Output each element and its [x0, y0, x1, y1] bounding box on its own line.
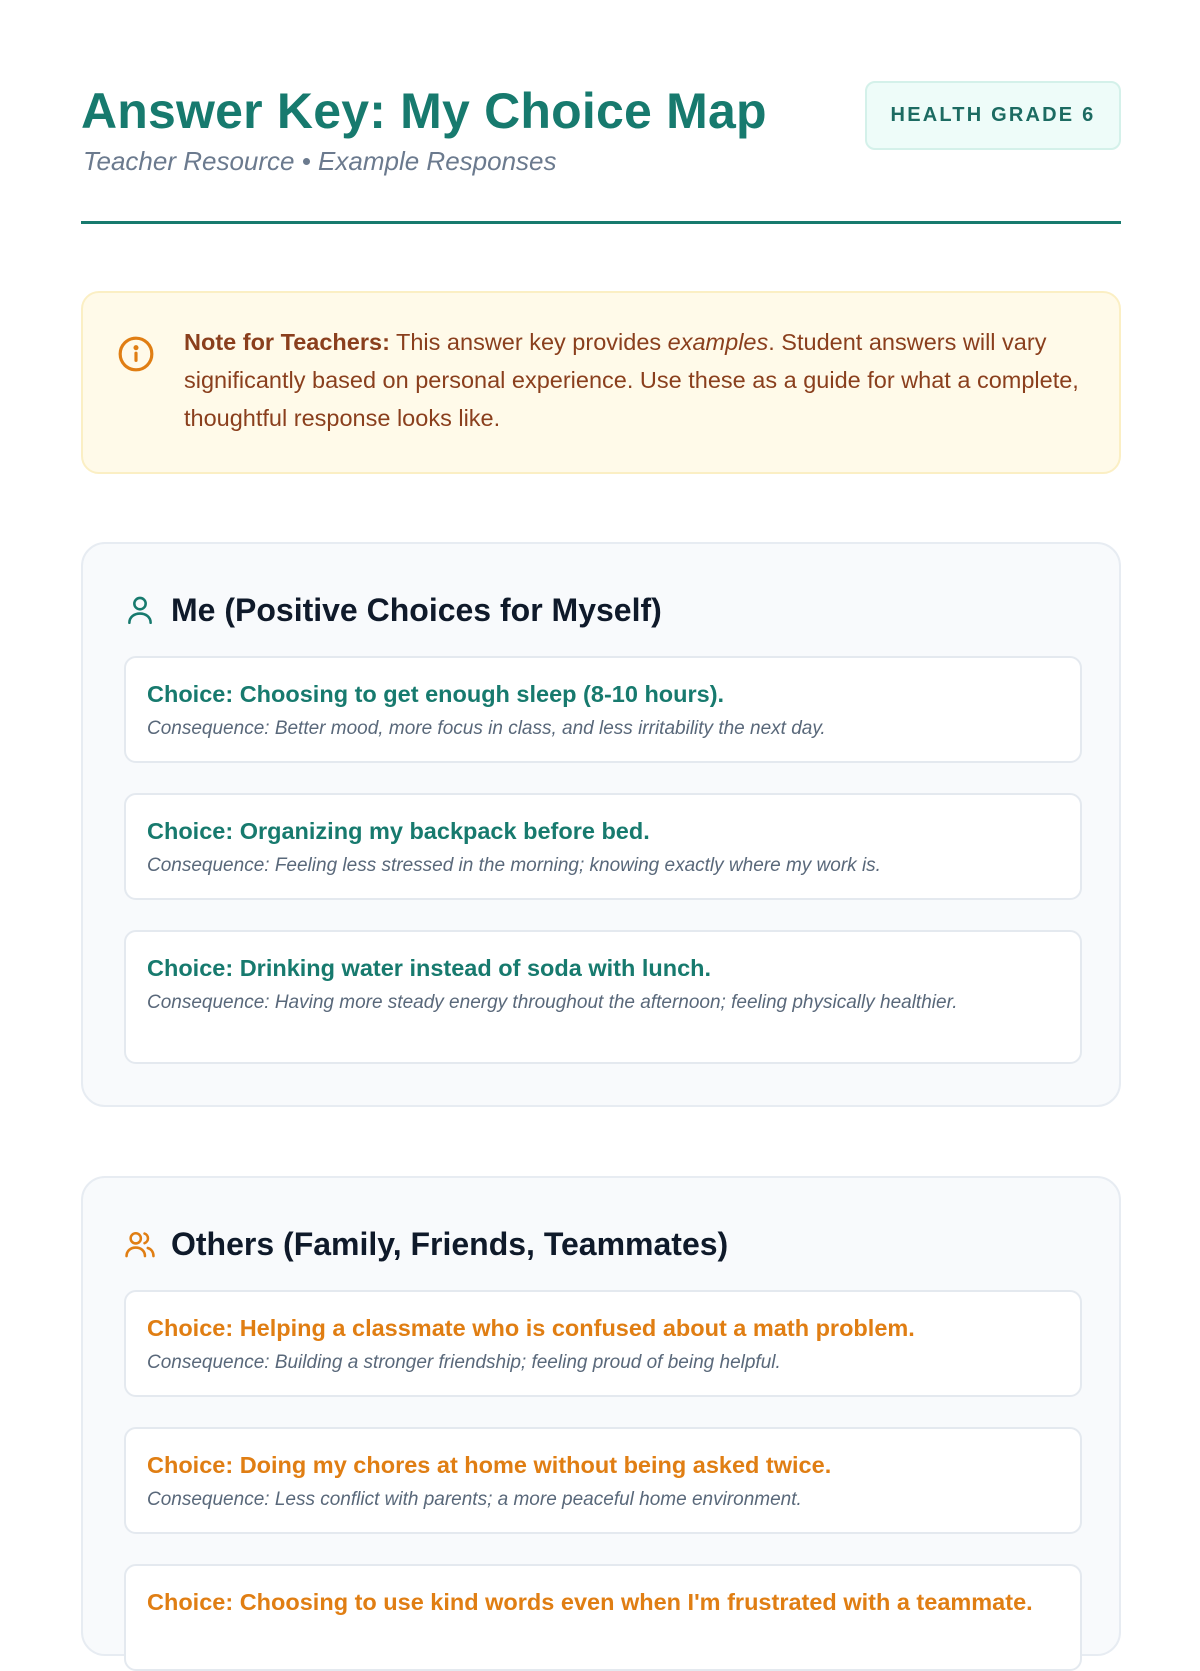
choice-text: Choice: Organizing my backpack before bed. [147, 818, 650, 844]
teacher-note-text [184, 323, 1084, 437]
consequence-text: Consequence: Less conflict with parents; a more peaceful home environment. [147, 1489, 802, 1510]
consequence-text: Consequence: Feeling less stressed in the morning; knowing exactly where my work is. [147, 855, 881, 876]
choice-card [124, 1427, 1082, 1534]
teacher-note-label: Note for Teachers: [184, 329, 390, 355]
choice-card [124, 793, 1082, 900]
people-icon [123, 1227, 157, 1261]
choice-text: Choice: Helping a classmate who is confused about a math problem. [147, 1315, 915, 1341]
choice-text: Choice: Doing my chores at home without being asked twice. [147, 1452, 832, 1478]
consequence-text: Consequence: Having more steady energy throughout the afternoon; feeling physically healthier. [147, 992, 958, 1013]
grade-badge: HEALTH GRADE 6 [865, 81, 1121, 150]
section-title: Others (Family, Friends, Teammates) [171, 1225, 729, 1262]
choice-text: Choice: Choosing to get enough sleep (8-10 hours). [147, 681, 725, 707]
choice-text: Choice: Choosing to use kind words even when I'm frustrated with a teammate. [147, 1589, 1033, 1615]
choice-card [124, 1290, 1082, 1397]
page-title: Answer Key: My Choice Map [81, 83, 767, 139]
teacher-note [81, 291, 1121, 474]
consequence-text: Consequence: Building a stronger friendship; feeling proud of being helpful. [147, 1352, 781, 1373]
section-others [81, 1176, 1121, 1656]
page-header [81, 78, 1121, 224]
choice-card [124, 930, 1082, 1064]
section-me [81, 542, 1121, 1107]
choice-card [124, 1564, 1082, 1671]
teacher-note-after: . Student answers will vary significantly based on personal experience. Use these as a guide for what a complete, thoughtful response looks like. [184, 329, 1079, 431]
choice-text: Choice: Drinking water instead of soda with lunch. [147, 955, 712, 981]
consequence-text: Consequence: Better mood, more focus in class, and less irritability the next day. [147, 718, 826, 739]
info-icon [117, 335, 155, 373]
page-subtitle: Teacher Resource • Example Responses [83, 146, 557, 176]
section-title: Me (Positive Choices for Myself) [171, 591, 662, 628]
section-header [123, 1222, 728, 1266]
teacher-note-before: This answer key provides [396, 329, 662, 355]
choice-card [124, 656, 1082, 763]
section-header [123, 588, 662, 632]
person-icon [123, 593, 157, 627]
teacher-note-emphasis: examples [667, 329, 769, 355]
